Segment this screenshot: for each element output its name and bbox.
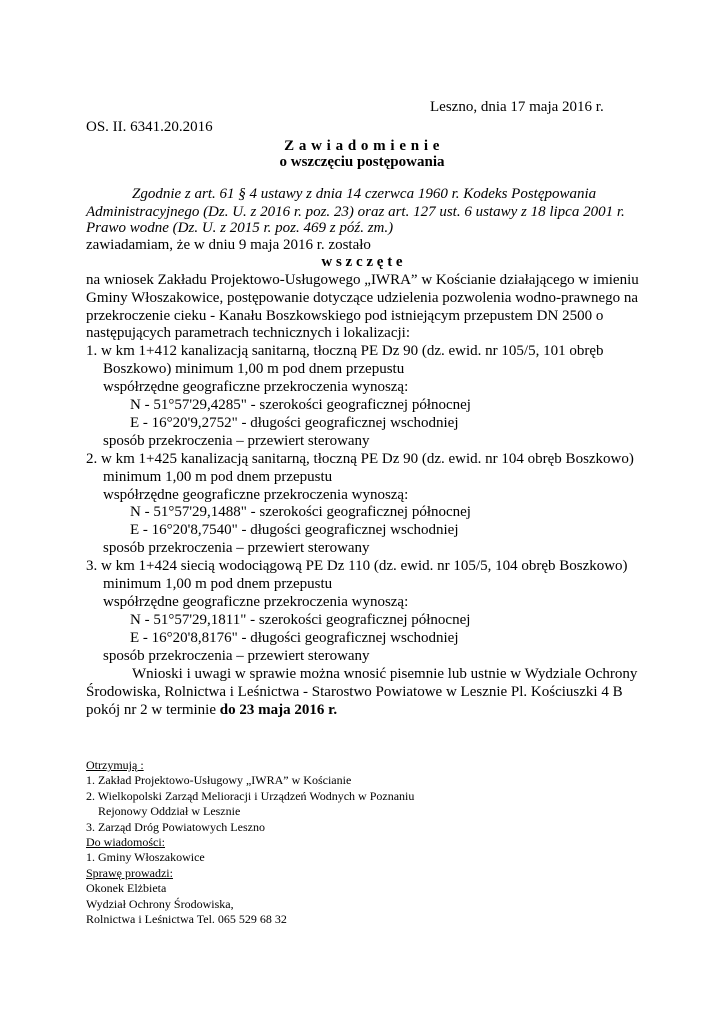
- document-subtitle: o wszczęciu postępowania: [279, 154, 445, 170]
- handler-contact: Rolnictwa i Leśnictwa Tel. 065 529 68 32: [86, 912, 287, 926]
- document-title: Z a w i a d o m i e n i e: [284, 138, 440, 154]
- info-recipient-1: 1. Gminy Włoszakowice: [86, 850, 205, 864]
- body-line1: na wniosek Zakładu Projektowo-Usługowego „IWRA” w Kościanie działającego w imieniu: [86, 272, 639, 288]
- recipients-heading: Otrzymują :: [86, 758, 144, 772]
- item-3-east: E - 16°20'8,8176" - długości geograficznej wschodniej: [130, 630, 459, 646]
- notice-line: zawiadamiam, że w dniu 9 maja 2016 r. zostało: [86, 237, 371, 253]
- remarks-line2: Środowiska, Rolnictwa i Leśnictwa - Starostwo Powiatowe w Lesznie Pl. Kościuszki 4 B: [86, 684, 623, 700]
- place-date: Leszno, dnia 17 maja 2016 r.: [430, 99, 604, 115]
- item-2-method: sposób przekroczenia – przewiert sterowany: [103, 540, 370, 556]
- item-1-east: E - 16°20'9,2752" - długości geograficznej wschodniej: [130, 415, 459, 431]
- remarks-line1: Wnioski i uwagi w sprawie można wnosić pisemnie lub ustnie w Wydziale Ochrony: [132, 666, 638, 682]
- recipient-2-line2: Rejonowy Oddział w Lesznie: [98, 804, 241, 818]
- recipient-3: 3. Zarząd Dróg Powiatowych Leszno: [86, 820, 265, 834]
- remarks-deadline: do 23 maja 2016 r.: [219, 702, 338, 718]
- item-2-line2: minimum 1,00 m pod dnem przepustu: [103, 469, 333, 485]
- handler-heading: Sprawę prowadzi:: [86, 866, 173, 880]
- item-2-north: N - 51°57'29,1488" - szerokości geograficznej północnej: [130, 504, 471, 520]
- initiated-heading: w s z c z ę t e: [321, 254, 403, 270]
- body-line2: Gminy Włoszakowice, postępowanie dotyczące udzielenia pozwolenia wodno-prawnego na: [86, 290, 639, 306]
- item-3-north: N - 51°57'29,1811" - szerokości geograficznej północnej: [130, 612, 471, 628]
- item-2-east: E - 16°20'8,7540" - długości geograficznej wschodniej: [130, 522, 459, 538]
- item-3-line2: minimum 1,00 m pod dnem przepustu: [103, 576, 333, 592]
- item-3-line1: 3. w km 1+424 siecią wodociągową PE Dz 110 (dz. ewid. nr 105/5, 104 obręb Boszkowo): [86, 558, 628, 574]
- item-1-line1: 1. w km 1+412 kanalizacją sanitarną, tłoczną PE Dz 90 (dz. ewid. nr 105/5, 101 obręb: [86, 343, 604, 359]
- legal-basis-line2: Administracyjnego (Dz. U. z 2016 r. poz. 23) oraz art. 127 ust. 6 ustawy z 18 lipca 2001 r.: [86, 204, 625, 220]
- recipient-2-line1: 2. Wielkopolski Zarząd Melioracji i Urządzeń Wodnych w Poznaniu: [86, 789, 415, 803]
- remarks-line3-prefix: pokój nr 2 w terminie: [86, 702, 220, 718]
- item-1-method: sposób przekroczenia – przewiert sterowany: [103, 433, 370, 449]
- item-3-method: sposób przekroczenia – przewiert sterowany: [103, 648, 370, 664]
- handler-department: Wydział Ochrony Środowiska,: [86, 897, 234, 911]
- handler-name: Okonek Elżbieta: [86, 881, 167, 895]
- item-1-coords-label: współrzędne geograficzne przekroczenia wynoszą:: [103, 379, 409, 395]
- item-3-coords-label: współrzędne geograficzne przekroczenia wynoszą:: [103, 594, 409, 610]
- recipient-1: 1. Zakład Projektowo-Usługowy „IWRA” w Kościanie: [86, 773, 352, 787]
- body-line3: przekroczenie cieku - Kanału Boszkowskiego pod istniejącym przepustem DN 2500 o: [86, 308, 604, 324]
- reference-number: OS. II. 6341.20.2016: [86, 119, 213, 135]
- legal-basis-line3: Prawo wodne (Dz. U. z 2015 r. poz. 469 z póź. zm.): [86, 220, 394, 236]
- legal-basis-line1: Zgodnie z art. 61 § 4 ustawy z dnia 14 czerwca 1960 r. Kodeks Postępowania: [132, 186, 597, 202]
- item-1-line2: Boszkowo) minimum 1,00 m pod dnem przepustu: [103, 361, 405, 377]
- info-heading: Do wiadomości:: [86, 835, 165, 849]
- item-2-line1: 2. w km 1+425 kanalizacją sanitarną, tłoczną PE Dz 90 (dz. ewid. nr 104 obręb Boszkowo): [86, 451, 634, 467]
- item-2-coords-label: współrzędne geograficzne przekroczenia wynoszą:: [103, 487, 409, 503]
- body-line4: następujących parametrach technicznych i lokalizacji:: [86, 325, 411, 341]
- item-1-north: N - 51°57'29,4285" - szerokości geograficznej północnej: [130, 397, 471, 413]
- remarks-line3: [86, 701, 337, 719]
